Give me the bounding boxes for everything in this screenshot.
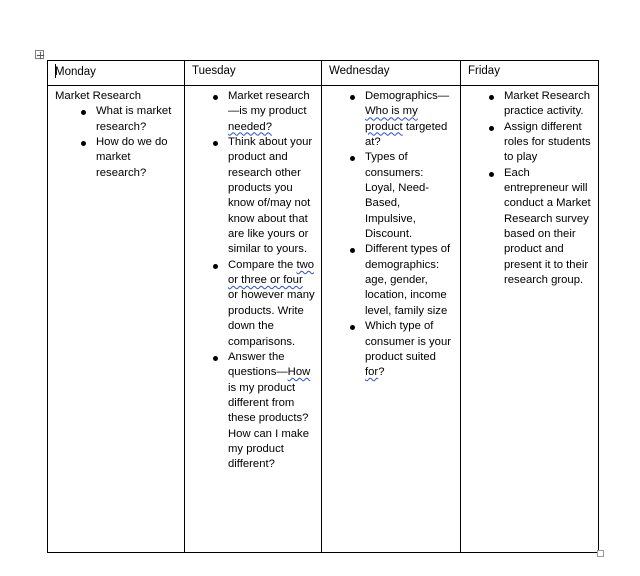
- monday-list: [55, 104, 178, 181]
- spellcheck-flag[interactable]: How: [287, 366, 311, 379]
- resize-handle-icon[interactable]: [597, 550, 604, 557]
- list-item: Demographics—Who is my product targeted at?: [329, 89, 454, 150]
- header-friday[interactable]: Friday: [461, 61, 599, 86]
- table-move-handle-icon[interactable]: [35, 50, 44, 59]
- wednesday-list: [329, 89, 454, 381]
- list-item: What is market research?: [55, 104, 178, 135]
- list-item: Market Research practice activity.: [468, 89, 592, 120]
- move-arrows-icon: [36, 51, 45, 60]
- list-item: Think about your product and research other products you know of/may not know about that are like yours or similar to yours.: [192, 135, 315, 258]
- table-header-row: [48, 61, 599, 86]
- spellcheck-flag[interactable]: Who is my product: [365, 105, 418, 133]
- tuesday-list: [192, 89, 315, 473]
- header-tuesday[interactable]: Tuesday: [185, 61, 322, 86]
- list-item: How do we do market research?: [55, 135, 178, 181]
- list-item: Market research—is my product needed?: [192, 89, 315, 135]
- cell-friday[interactable]: [461, 86, 599, 553]
- friday-list: [468, 89, 592, 288]
- monday-intro: Market Research: [55, 90, 142, 102]
- list-item: Each entrepreneur will conduct a Market Research survey based on their product and present it to their research group.: [468, 166, 592, 289]
- cell-wednesday[interactable]: [322, 86, 461, 553]
- header-monday[interactable]: Monday: [48, 61, 185, 86]
- list-item: Types of consumers: Loyal, Need-Based, Impulsive, Discount.: [329, 150, 454, 242]
- cell-monday[interactable]: [48, 86, 185, 553]
- header-wednesday[interactable]: Wednesday: [322, 61, 461, 86]
- list-item: Answer the questions—How is my product different from these products? How can I make my product different?: [192, 350, 315, 473]
- table-body-row: [48, 86, 599, 553]
- list-item: Assign different roles for students to play: [468, 120, 592, 166]
- spellcheck-flag[interactable]: for: [365, 366, 379, 379]
- list-item: Different types of demographics: age, gender, location, income level, family size: [329, 242, 454, 319]
- list-item: Compare the two or three or four or however many products. Write down the comparisons.: [192, 258, 315, 350]
- spellcheck-flag[interactable]: needed?: [228, 120, 272, 133]
- spellcheck-flag[interactable]: two or three or four: [228, 258, 315, 287]
- cell-tuesday[interactable]: [185, 86, 322, 553]
- list-item: Which type of consumer is your product suited for?: [329, 319, 454, 380]
- lesson-plan-table: [47, 60, 599, 553]
